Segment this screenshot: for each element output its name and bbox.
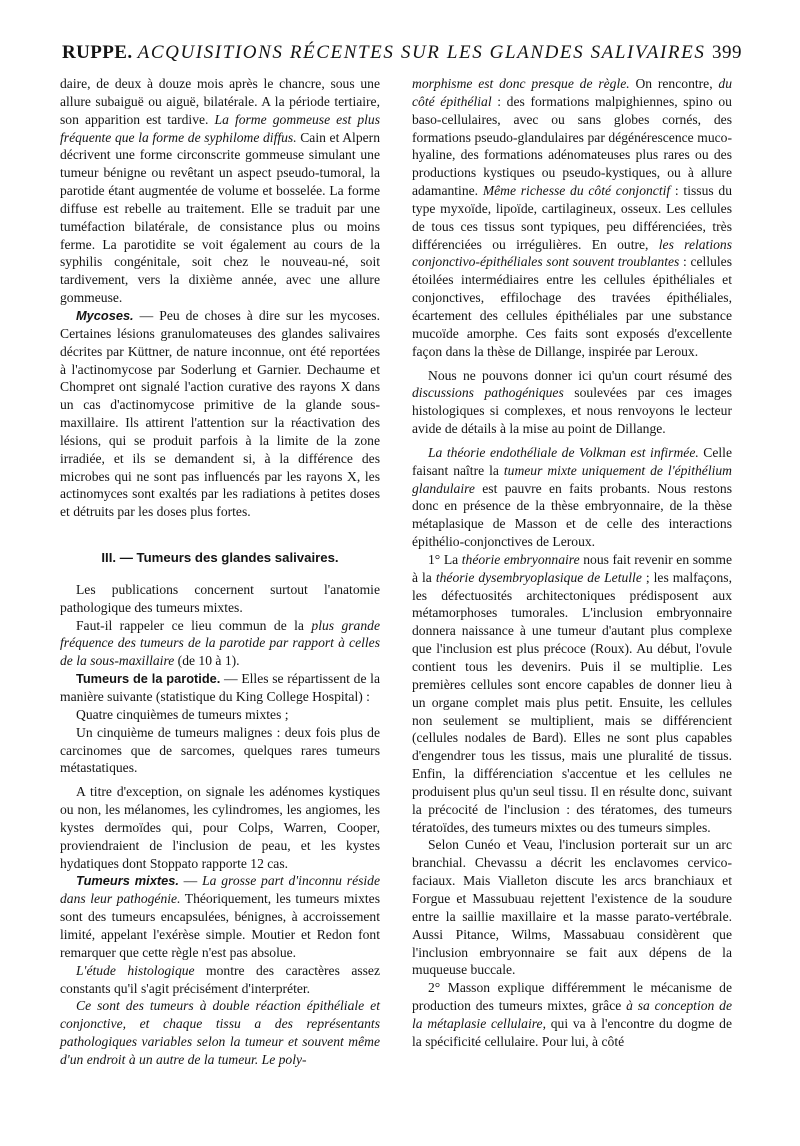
- paragraph-parotide: [60, 670, 380, 706]
- text-run: Cain et Alpern décrivent une forme circonscrite gommeuse simulant une tumeur bénigne ou revêtant un aspect pseudo-tumoral, la parotide étant augmentée de volume et bosselée. La forme diffuse est rebelle au traitement. Elle se traduit par une tuméfaction bilatérale, de consistance plus ou moins ferme. La parotidite se voit également au cours de la syphilis congénitale, soit chez le nouveau-né, soit tardivement, vers la dixième année, avec une allure gommeuse.: [60, 129, 380, 306]
- header-author: RUPPE.: [62, 42, 133, 63]
- list-item: Un cinquième de tumeurs malignes : deux fois plus de carcinomes que de sarcomes, quelques rares tumeurs métastatiques.: [60, 724, 380, 776]
- text-run: —: [178, 873, 203, 889]
- text-run: Celle faisant naître la: [412, 444, 732, 478]
- text-run: daire, de deux à douze mois après le chancre, sous une allure subaiguë ou aiguë, bilatérale. A la période tertiaire, son apparition est tardive.: [60, 76, 380, 127]
- paragraph-histologie: [60, 962, 380, 998]
- text-run: ; les malfaçons, les défectuosités architectoniques prédisposent aux métamorphoses tumorales. L'inclusion embryonnaire donnera naissance à une tumeur d'autant plus complexe que l'inclusion est plus précoce (Roux). Au début, l'ovule contient tous les devenirs. Puis il se multiplie. Les premières cellules sont encore capables de donner lieu à un organe complet mais plus petit. Ensuite, les cellules non seulement se multiplient, mais se différencient (cellules nodales de Bard). Elles ne sont plus capables d'engendrer tous les tissus, mais une pluralité de tissus. Enfin, la différenciation s'accentue et les cellules ne produisent plus qu'un seul tissu. Il en résulte donc, suivant la précocité de l'inclusion : des tératomes, des tumeurs tératoïdes, des tumeurs mixtes ou des tumeurs simples.: [412, 569, 732, 835]
- text-run: Faut-il rappeler ce lieu commun de la: [76, 617, 312, 633]
- paragraph-lead: Tumeurs mixtes.: [76, 873, 179, 889]
- text-run: soulevées par ces images histologiques si complexes, et nous renvoyons le lecteur avide de détails à la mise au point de Dillange.: [412, 385, 732, 437]
- text-run: On rencontre,: [629, 76, 719, 91]
- running-header: [62, 42, 742, 70]
- paragraph-lead: Mycoses.: [76, 307, 134, 323]
- text-run: — Peu de choses à dire sur les mycoses. Certaines lésions granulomateuses des glandes salivaires décrites par Küttner, de nature inconnue, ont été reportées à l'actinomycose par Soderlung et Garnier. Dechaume et Chompret ont signalé l'action curative des rayons X dans un cas d'actinomycose primitive de la glande sous-maxillaire. Ils attirent l'attention sur la réactivation des lésions, qui se produit parfois à la limite de la zone irradiée, et ils se demandent si, à la différence des microbes qui ne sont pas influencés par les rayons X, les actinomyces sont exaltés par les radiations à petites doses et détruits par les doses plus fortes.: [60, 307, 380, 520]
- emphasis-run: Ce sont des tumeurs à double réaction épithéliale et conjonctive, et chaque tissu a des représentants pathologiques variables selon la tumeur et souvent même d'un endroit à un autre de la tumeur. Le poly-: [60, 998, 380, 1067]
- emphasis-run: à sa conception de la métaplasie cellulaire: [412, 998, 732, 1031]
- emphasis-run: La grosse part d'inconnu réside dans leur pathogénie.: [60, 873, 381, 907]
- emphasis-run: du côté épithélial: [412, 76, 732, 109]
- header-title: ACQUISITIONS RÉCENTES SUR LES GLANDES SALIVAIRES: [137, 42, 706, 63]
- left-column: [60, 75, 380, 1069]
- text-run: est pauvre en faits probants. Nous restons donc en présence de la thèse embryonnaire, de la thèse métaplasique de Masson et de celle des interactions épithélio-conjonctives de Leroux.: [412, 480, 732, 550]
- paragraph-syphilis: [60, 75, 380, 307]
- text-run: 2° Masson explique différemment le mécanisme de production des tumeurs mixtes, grâce: [412, 980, 732, 1014]
- emphasis-run: L'étude histologique: [76, 962, 195, 978]
- emphasis-run: théorie dysembryoplasique de Letulle: [435, 569, 642, 585]
- emphasis-run: les relations conjonctivo-épithéliales sont souvent troublantes: [412, 236, 732, 270]
- emphasis-run: morphisme est donc presque de règle.: [412, 76, 630, 91]
- list-item: Quatre cinquièmes de tumeurs mixtes ;: [76, 706, 289, 722]
- text-run: , qui va à l'encontre du dogme de la spécificité cellulaire. Pour lui, à côté: [412, 1015, 732, 1049]
- paragraph-publications: Les publications concernent surtout l'anatomie pathologique des tumeurs mixtes.: [60, 581, 380, 615]
- emphasis-run: discussions pathogéniques: [412, 385, 564, 401]
- text-run: : cellules étoilées intermédiaires entre les cellules épithéliales et conjonctives, effilochage des travées épithéliales, écartement des cellules épithéliales par une substance mucoïde amorphe. Ces faits sont exposés d'excellente façon dans la thèse de Dillange, inspirée par Leroux.: [412, 254, 732, 359]
- text-run: 1° La: [428, 551, 462, 567]
- text-run: Nous ne pouvons donner ici qu'un court résumé des: [428, 367, 732, 383]
- emphasis-run: La théorie endothéliale de Volkman est infirmée.: [428, 444, 699, 460]
- paragraph-theorie-embryonnaire: [412, 551, 732, 837]
- paragraph-polymorphisme: [412, 75, 732, 361]
- text-run: montre des caractères assez constants qu'il s'agit précisément d'interpréter.: [60, 962, 380, 996]
- text-run: : des formations malpighiennes, spino ou baso-cellulaires, avec ou sans globes cornés, des formations pseudo-glandulaires par dégénérescence muco-hyaline, des formations adénomateuses plus rares ou des productions kystiques ou pseudo-kystiques, ou à allure adamantine.: [412, 93, 732, 199]
- text-run: (de 10 à 1).: [174, 653, 240, 669]
- text-run: Théoriquement, les tumeurs mixtes sont des tumeurs encapsulées, bénignes, à accroissement limité, appelant l'exérèse simple. Moutier et Redon font remarquer que cette règle n'est pas absolue.: [60, 891, 380, 960]
- page-number: 399: [712, 42, 742, 63]
- section-title: III. — Tumeurs des glandes salivaires.: [101, 550, 339, 566]
- emphasis-run: plus grande fréquence des tumeurs de la parotide par rapport à celles de la sous-maxillaire: [60, 617, 380, 669]
- emphasis-run: théorie embryonnaire: [461, 551, 580, 567]
- paragraph-mycoses: [60, 307, 380, 521]
- paragraph-frequency: [60, 617, 380, 671]
- paragraph-theorie-endotheliale: [412, 444, 732, 551]
- paragraph-discussions: [412, 367, 732, 438]
- paragraph-lead: Tumeurs de la parotide.: [76, 671, 221, 687]
- emphasis-run: La forme gommeuse est plus fréquente que la forme de syphilome diffus.: [60, 111, 380, 145]
- paragraph-masson: [412, 979, 732, 1050]
- emphasis-run: tumeur mixte uniquement de l'épithélium glandulaire: [412, 462, 732, 496]
- emphasis-run: Même richesse du côté conjonctif: [482, 183, 671, 199]
- paragraph-double-reaction: [60, 997, 380, 1068]
- paragraph-cuneo-veau: Selon Cunéo et Veau, l'inclusion porterait sur un arc branchial. Chevassu a décrit les enclavomes cervico-faciaux. Mais Vialleton discute les arcs branchiaux et Forgue et Massubuau rejettent l'existence de la soudure entre la saillie maxillaire et la masse parato-vertébrale. Aussi Pitance, Wilms, Massabuau considèrent que l'inclusion embryonnaire se fait aux dépens de la muqueuse buccale.: [412, 837, 732, 978]
- text-run: nous fait revenir en somme à la: [412, 551, 732, 585]
- right-column: [412, 75, 732, 1051]
- text-run: : tissus du type myxoïde, lipoïde, cartilagineux, osseux. Les cellules de tous ces tissus sont typiques, peu différenciées, très différenciées ou irrégulières. En outre,: [412, 183, 732, 252]
- paragraph-tumeurs-mixtes: [60, 872, 380, 961]
- paragraph-exceptions: A titre d'exception, on signale les adénomes kystiques ou non, les mélanomes, les cylindromes, les angiomes, les kystes dermoïdes qui, pour Colps, Warren, Cooper, proviendraient de l'inclusion de peau, et les kystes hydatiques dont Stoppato rapporte 12 cas.: [60, 784, 380, 871]
- text-run: — Elles se répartissent de la manière suivante (statistique du King College Hospital) :: [60, 671, 380, 704]
- running-head: [62, 42, 705, 64]
